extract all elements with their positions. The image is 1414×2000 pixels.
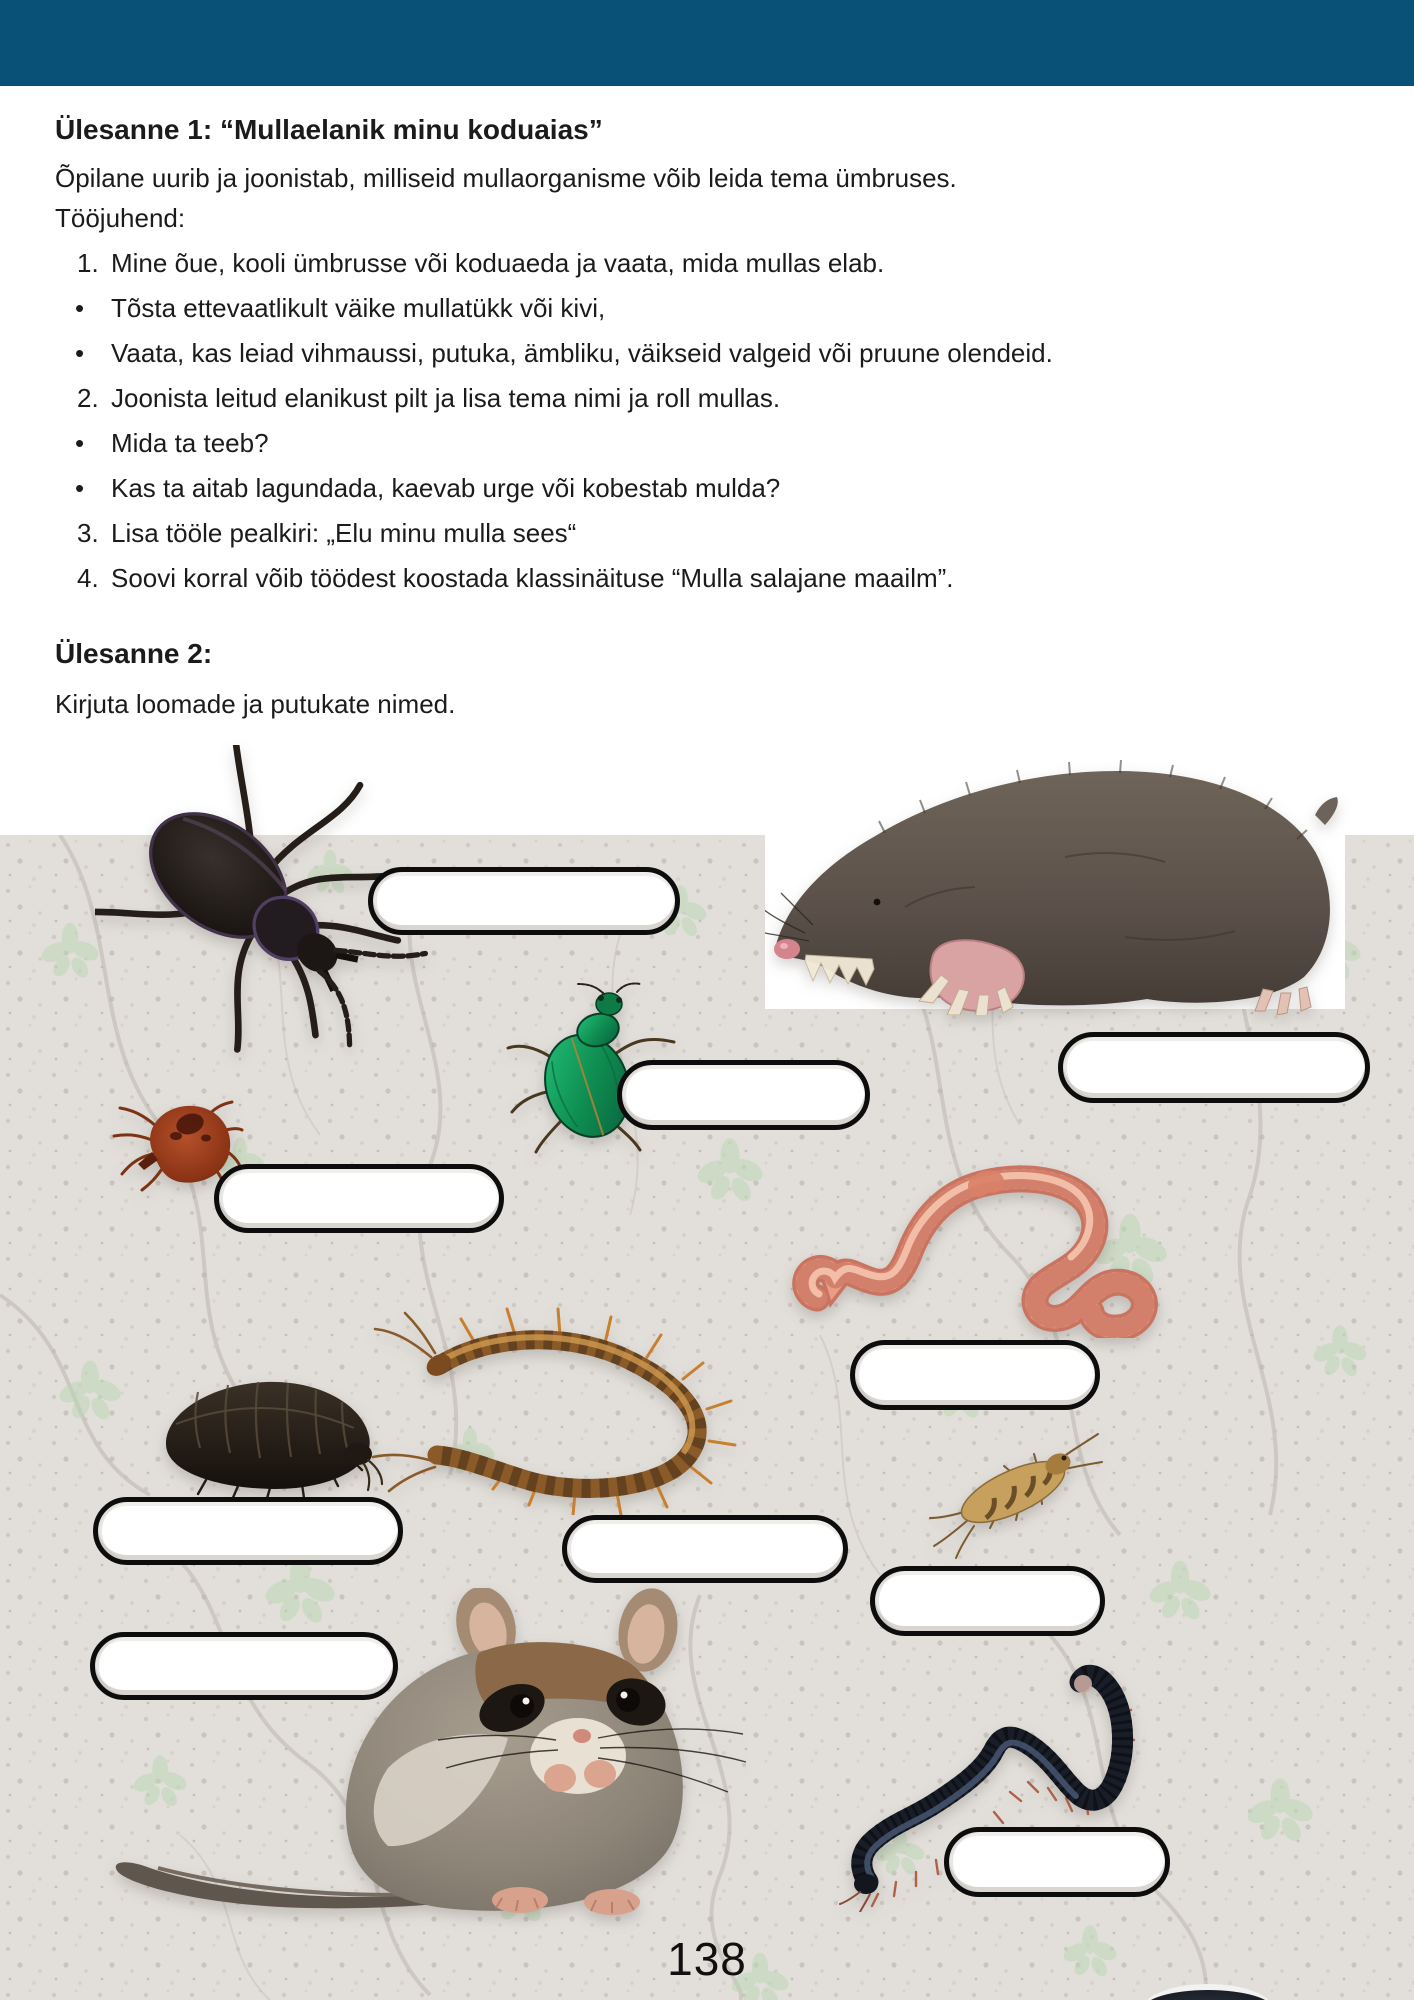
- step-marker: •: [75, 337, 85, 368]
- step-text: Tõsta ettevaatlikult väike mullatükk või kivi,: [111, 292, 606, 323]
- step-marker: 4.: [77, 562, 99, 593]
- task1-step-6: [73, 471, 1375, 516]
- task1-step-2: [73, 291, 1375, 336]
- step-text: Mine õue, kooli ümbrusse või koduaeda ja vaata, mida mullas elab.: [111, 247, 885, 278]
- answer-box-ground-beetle[interactable]: [368, 867, 680, 935]
- step-marker: 2.: [77, 382, 99, 413]
- answer-box-mole[interactable]: [1058, 1032, 1370, 1103]
- step-marker: •: [75, 292, 85, 323]
- answer-box-earthworm[interactable]: [850, 1340, 1100, 1410]
- task1-step-4: [73, 381, 1375, 426]
- task1-step-1: [73, 246, 1375, 291]
- page-number: 138: [667, 1933, 747, 1985]
- answer-box-tick[interactable]: [214, 1164, 504, 1233]
- answer-box-bristletail[interactable]: [870, 1566, 1105, 1636]
- step-text: Soovi korral võib töödest koostada klassinäituse “Mulla salajane maailm”.: [111, 562, 954, 593]
- task1-step-3: [73, 336, 1375, 381]
- answer-box-centipede[interactable]: [562, 1515, 848, 1583]
- answer-box-dormouse[interactable]: [90, 1632, 398, 1700]
- task1-title: Ülesanne 1: “Mullaelanik minu koduaias”: [55, 114, 603, 145]
- step-text: Lisa tööle pealkiri: „Elu minu mulla sees“: [111, 517, 577, 548]
- task1-subtitle: Tööjuhend:: [55, 203, 186, 234]
- task2-instruction: Kirjuta loomade ja putukate nimed.: [55, 688, 456, 719]
- bristletail-photo: [928, 1428, 1103, 1560]
- answer-box-woodlouse[interactable]: [93, 1497, 403, 1565]
- header-bar: [0, 0, 1414, 86]
- step-marker: 3.: [77, 517, 99, 548]
- answer-box-green-beetle[interactable]: [617, 1060, 870, 1130]
- task1-step-8: [73, 561, 1375, 606]
- step-marker: •: [75, 472, 85, 503]
- step-marker: 1.: [77, 247, 99, 278]
- step-marker: •: [75, 427, 85, 458]
- centipede-photo: [365, 1305, 860, 1515]
- mole-photo: [765, 737, 1350, 1015]
- task1-intro: Õpilane uurib ja joonistab, milliseid mullaorganisme võib leida tema ümbruses.: [55, 162, 957, 193]
- step-text: Vaata, kas leiad vihmaussi, putuka, ämbliku, väikseid valgeid või pruune olendeid.: [111, 337, 1053, 368]
- step-text: Mida ta teeb?: [111, 427, 269, 458]
- soil-photo-collage: [0, 835, 1414, 2000]
- task1-step-5: [73, 426, 1375, 471]
- answer-box-millipede[interactable]: [944, 1827, 1170, 1897]
- task-text-block: [55, 112, 1375, 727]
- step-text: Kas ta aitab lagundada, kaevab urge või kobestab mulda?: [111, 472, 781, 503]
- step-text: Joonista leitud elanikust pilt ja lisa tema nimi ja roll mullas.: [111, 382, 781, 413]
- task1-steps-list: [55, 246, 1375, 606]
- task1-step-7: [73, 516, 1375, 561]
- task2-title: Ülesanne 2:: [55, 637, 213, 669]
- woodlouse-photo: [146, 1362, 386, 1504]
